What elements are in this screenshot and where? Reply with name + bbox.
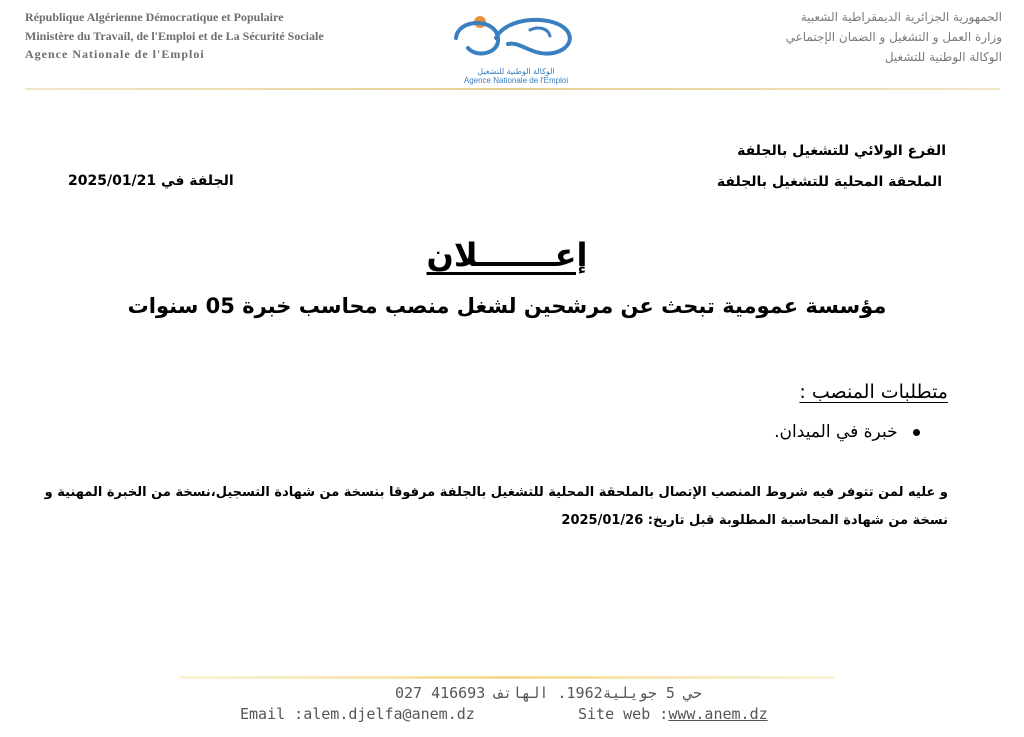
- announcement-subtitle: مؤسسة عمومية تبحث عن مرشحين لشغل منصب محاسب خبرة 05 سنوات: [127, 294, 887, 318]
- footer-website: [578, 705, 768, 723]
- requirements-heading: متطلبات المنصب :: [799, 381, 948, 403]
- requirement-item: [774, 422, 920, 442]
- header-fr-line-1: République Algérienne Démocratique et Populaire: [25, 10, 284, 24]
- anem-logo: [446, 8, 586, 83]
- header-fr-line-3: Agence Nationale de l'Emploi: [25, 47, 205, 61]
- footer-address: حي 5 جويلية1962. الهاتف 416693 027: [394, 684, 702, 702]
- logo-fr-caption: Agence Nationale de l'Emploi: [463, 76, 569, 85]
- body-text-line-2: نسخة من شهادة المحاسبة المطلوبة قبل تاريخ: 2025/01/26: [561, 513, 948, 528]
- footer-email: Email :alem.djelfa@anem.dz: [240, 705, 475, 723]
- logo-ar-caption: الوكالة الوطنية للتشغيل: [477, 67, 555, 76]
- footer-site-link[interactable]: www.anem.dz: [668, 705, 768, 723]
- footer-divider: [180, 676, 835, 679]
- document-date: الجلفة في 2025/01/21: [68, 173, 234, 189]
- sender-branch: الفرع الولائي للتشغيل بالجلفة: [737, 143, 946, 159]
- header-ar-line-3: الوكالة الوطنية للتشغيل: [884, 50, 1002, 64]
- header-fr-line-2: Ministère du Travail, de l'Emploi et de La Sécurité Sociale: [25, 29, 324, 43]
- footer-site-label: Site web :: [578, 705, 669, 723]
- sender-annex: الملحقة المحلية للتشغيل بالجلفة: [716, 174, 942, 190]
- header-ar-line-2: وزارة العمل و التشغيل و الضمان الإجتماعي: [785, 30, 1002, 44]
- body-text-line-1: و عليه لمن تتوفر فيه شروط المنصب الإتصال بالملحقة المحلية للتشغيل بالجلفة مرفوقا بنسخة من شهادة التسجيل،نسخة من الخبرة المهنية و: [44, 485, 948, 500]
- bullet-icon: [913, 429, 920, 436]
- anem-logo-icon: [446, 8, 586, 63]
- announcement-title: إعـــــــلان: [426, 236, 588, 274]
- header-divider: [25, 88, 1000, 90]
- header-ar-line-1: الجمهورية الجزائرية الديمقراطية الشعبية: [800, 10, 1002, 24]
- requirement-item-text: خبرة في الميدان.: [774, 422, 898, 442]
